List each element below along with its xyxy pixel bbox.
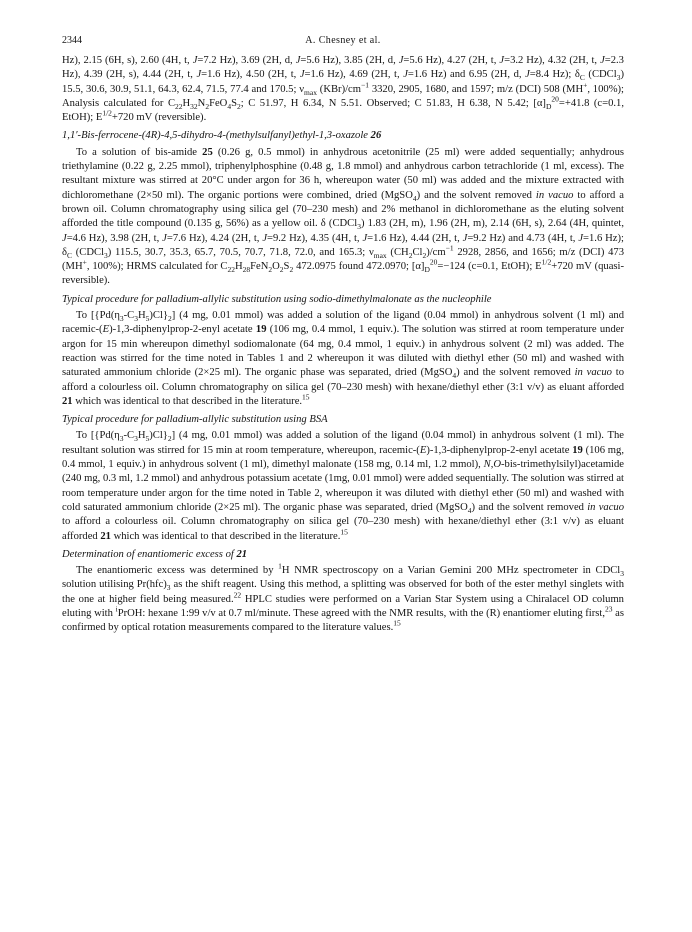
heading-procedure-bsa: Typical procedure for palladium-allylic substitution using BSA <box>62 414 328 426</box>
heading-enantiomeric-excess: Determination of enantiomeric excess of 21 <box>62 548 248 560</box>
heading-compound-26: 1,1′-Bis-ferrocene-(4R)-4,5-dihydro-4-(methylsulfanyl)ethyl-1,3-oxazole 26 <box>62 130 382 142</box>
paragraph-synthesis-26: To a solution of bis-amide 25 (0.26 g, 0.5 mmol) in anhydrous acetonitrile (25 ml) were added sequentially; anhydrous triethylamine (0.22 g, 2.25 mmol), triphenylphosphine (0.48 g, 1.8 mmol) and anhydrous carbon tetrachloride (1 ml, excess). The resultant mixture was stirred at 20°C under argon for 36 h, whereupon water (50 ml) was added and the mixture extracted with dichloromethane (2×50 ml). The organic portions were combined, dried (MgSO$_4$) and the solvent removed in vacuo to afford a brown oil. Column chromatography using silica gel (70–230 mesh) and 2% methanol in dichloromethane as the eluting solvent afforded the title compound (0.135 g, 56%) as a yellow oil. δ (CDCl$_3$) 1.83 (2H, m), 1.96 (2H, m), 2.14 (6H, s), 2.64 (4H, quintet, J=4.6 Hz), 3.98 (2H, t, J=7.6 Hz), 4.24 (2H, t, J=9.2 Hz), 4.35 (4H, t, J=1.6 Hz), 4.44 (2H, t, J=9.2 Hz) and 4.73 (4H, t, J=1.6 Hz); $\delta_C$ (CDCl$_3$) 115.5, 30.7, 35.3, 65.7, 70.5, 70.7, 71.8, 72.0, and 165.3; $\nu_{max}$ $(CH_2Cl_2)/cm^{-1}$ 2928, 2856, and 1656; m/z (DCI) 473 (MH+, 100%); HRMS calculated for $C_{22}H_{28}FeN_2O_2S_2$ 472.0975 found 472.0970; $[\alpha]_D^{20}=-124$ (c=0.1, EtOH); $E^{1/2}+720$ mV (quasi-reversible). <box>62 146 624 287</box>
paragraph-spectral-data: Hz), 2.15 (6H, s), 2.60 (4H, t, J=7.2 Hz), 3.69 (2H, d, J=5.6 Hz), 3.85 (2H, d, J=5.6 Hz), 4.27 (2H, t, J=3.2 Hz), 4.32 (2H, t, J=2.3 Hz), 4.39 (2H, s), 4.44 (2H, t, J=1.6 Hz), 4.50 (2H, t, J=1.6 Hz), 4.69 (2H, t, J=1.6 Hz) and 6.95 (2H, d, J=8.4 Hz); $\delta_C$ (CDCl$_3$) 15.5, 30.6, 30.9, 51.1, 64.3, 62.4, 71.5, 77.4 and 170.5; $\nu_{max}$ $(KBr)/cm^{-1}$ 3320, 2905, 1680, and 1597; m/z (DCI) 508 (MH+, 100%); Analysis calculated for $C_{22}H_{32}N_2FeO_4S_2$; C 51.97, H 6.34, N 5.51. Observed; C 51.83, H 6.38, N 5.42; $[\alpha]_D^{20}=+41.8$ (c=0.1, EtOH); $E^{1/2}+720$ mV (reversible). <box>62 55 624 124</box>
paragraph-procedure-malonate: To $[\{Pd(\eta_3-C_3H_5)Cl\}_2]$ (4 mg, 0.01 mmol) was added a solution of the ligand (0.04 mmol) in anhydrous solvent (1 ml) and racemic-(E)-1,3-diphenylprop-2-enyl acetate 19 (106 mg, 0.4 mmol, 1 equiv.). The solution was stirred at room temperature under argon for 15 min whereupon dimethyl sodiomalonate (64 mg, 0.4 mmol, 1 equiv.) in anhydrous solvent (2 ml) was added. The reaction was stirred for the time noted in Tables 1 and 2 whereupon it was diluted with diethyl ether (50 ml) and washed with saturated ammonium chloride (2×25 ml). The organic phase was separated, dried (MgSO$_4$) and the solvent removed in vacuo to afford a colourless oil. Column chromatography on silica gel (70–230 mesh) with hexane/diethyl ether (3:1 v/v) as eluant afforded 21 which was identical to that described in the literature.$^{15}$ <box>62 310 624 407</box>
running-head: A. Chesney et al. <box>305 35 381 46</box>
heading-procedure-malonate: Typical procedure for palladium-allylic substitution using sodio-dimethylmalonate as the nucleophile <box>62 293 492 305</box>
page-number: 2344 <box>62 35 82 46</box>
paragraph-enantiomeric-excess: The enantiomeric excess was determined by $^1$H NMR spectroscopy on a Varian Gemini 200 MHz spectrometer in CDCl$_3$ solution utilising $Pr(hfc)_3$ as the shift reagent. Using this method, a splitting was observed for both of the ester methyl singlets with the one at higher field being measured.$^{22}$ HPLC studies were performed on a Varian Star System using a Chiralacel OD column eluting with $^i$PrOH: hexane 1:99 v/v at 0.7 ml/minute. These agreed with the NMR results, with the (R) enantiomer eluting first,$^{23}$ as confirmed by optical rotation measurements compared to the literature values.$^{15}$ <box>62 561 625 634</box>
document-page <box>62 34 624 636</box>
paragraph-procedure-bsa: To $[\{Pd(\eta_3-C_3H_5)Cl\}_2]$ (4 mg, 0.01 mmol) was added a solution of the ligand (0.04 mmol) in anhydrous solvent (1 ml). The resultant solution was stirred for 15 min at room temperature, whereupon, racemic-(E)-1,3-diphenylprop-2-enyl acetate 19 (106 mg, 0.4 mmol, 1 equiv.) in anhydrous solvent (1 ml), dimethyl malonate (158 mg, 0.14 ml, 1.2 mmol), N,O-bis-trimethylsilyl)acetamide (240 mg, 0.3 ml, 1.2 mmol) and anhydrous potassium acetate (1mg, 0.01 mmol) were added sequentially. The solution was stirred at room temperature under argon for the time noted in Table 2, whereupon it was diluted with diethyl ether (50 ml) and washed with cold saturated ammonium chloride (2×25 ml). The organic phase was separated, dried (MgSO$_4$) and the solvent removed in vacuo to afford a colourless oil. Column chromatography on silica gel (70–230 mesh) with hexane/diethyl ether (3:1 v/v) as eluant afforded 21 which was identical to that described in the literature.$^{15}$ <box>62 430 624 542</box>
page-header <box>62 34 624 48</box>
